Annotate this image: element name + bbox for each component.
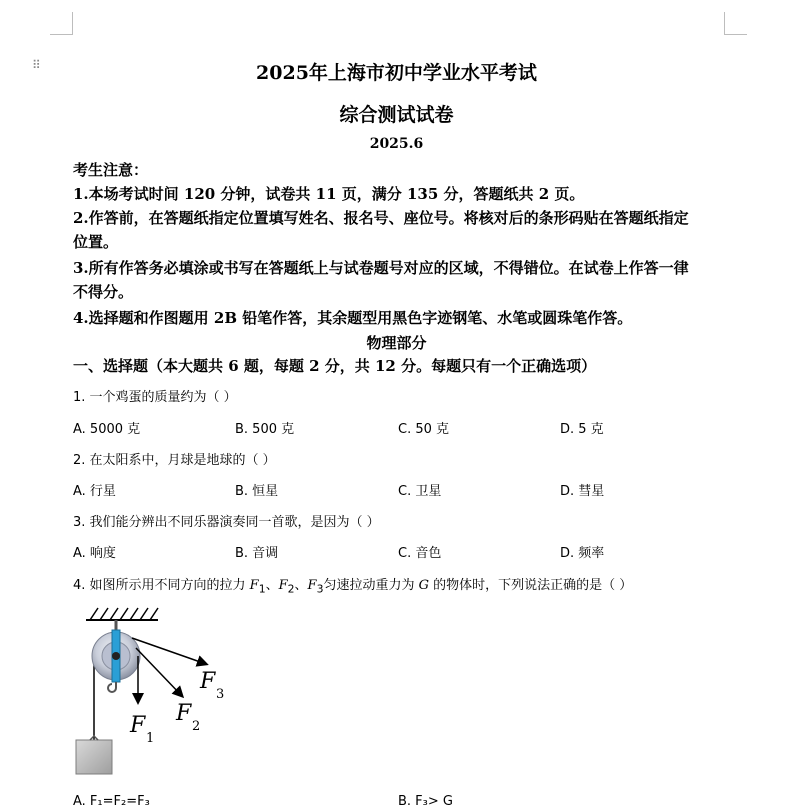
question-4-option-a[interactable]: A. F₁=F₂=F₃ bbox=[73, 794, 150, 809]
question-3-option-b[interactable]: B. 音调 bbox=[235, 546, 279, 561]
question-1-option-b[interactable]: B. 500 克 bbox=[235, 422, 295, 437]
question-2-option-a[interactable]: A. 行星 bbox=[73, 484, 116, 499]
notice-item-2-line-2: 位置。 bbox=[73, 233, 119, 251]
question-2-stem: 2. 在太阳系中，月球是地球的（ ） bbox=[73, 453, 276, 468]
label-f2-sub: 2 bbox=[192, 719, 201, 734]
q4-f1-sub: 1 bbox=[258, 582, 266, 596]
q4-sep-1: 、 bbox=[265, 578, 279, 593]
force-f2-arrow bbox=[136, 648, 182, 696]
label-f2: F bbox=[176, 701, 192, 726]
q4-f3: F bbox=[307, 578, 317, 593]
crop-mark-top-right bbox=[724, 12, 747, 35]
exam-title: 2025年上海市初中学业水平考试 bbox=[256, 62, 537, 84]
label-f3: F bbox=[200, 669, 216, 694]
notice-heading: 考生注意： bbox=[73, 161, 149, 179]
section-1-title: 一、选择题（本大题共 6 题，每题 2 分，共 12 分。每题只有一个正确选项） bbox=[73, 357, 597, 375]
label-f1: F bbox=[130, 713, 146, 738]
question-2-option-b[interactable]: B. 恒星 bbox=[235, 484, 279, 499]
q4-f3-sub: 3 bbox=[316, 582, 324, 596]
label-f1-sub: 1 bbox=[146, 731, 155, 746]
force-f3-arrow bbox=[132, 638, 206, 664]
question-3-option-a[interactable]: A. 响度 bbox=[73, 546, 116, 561]
notice-item-4: 4.选择题和作图题用 2B 铅笔作答，其余题型用黑色字迹钢笔、水笔或圆珠笔作答。 bbox=[73, 309, 633, 327]
q4-g: G bbox=[418, 578, 429, 593]
question-3-stem: 3. 我们能分辨出不同乐器演奏同一首歌，是因为（ ） bbox=[73, 515, 380, 530]
question-2-option-d[interactable]: D. 彗星 bbox=[560, 484, 605, 499]
notice-item-3-line-1: 3.所有作答务必填涂或书写在答题纸上与试卷题号对应的区域，不得错位。在试卷上作答一律 bbox=[73, 259, 689, 277]
question-4-option-b[interactable]: B. F₃> G bbox=[398, 794, 453, 809]
question-1-option-c[interactable]: C. 50 克 bbox=[398, 422, 450, 437]
ceiling-hatch bbox=[86, 608, 158, 620]
question-1-stem: 1. 一个鸡蛋的质量约为（ ） bbox=[73, 390, 237, 405]
weight-block bbox=[76, 740, 112, 774]
q4-text-1: 4. 如图所示用不同方向的拉力 bbox=[73, 578, 250, 593]
notice-item-2-line-1: 2.作答前，在答题纸指定位置填写姓名、报名号、座位号。将核对后的条形码贴在答题纸指定 bbox=[73, 209, 689, 227]
exam-subtitle: 综合测试试卷 bbox=[339, 104, 454, 126]
bottom-hook bbox=[108, 682, 116, 692]
drag-handle-icon[interactable]: ⠿ bbox=[32, 58, 41, 72]
question-4-stem bbox=[73, 574, 632, 596]
question-1-option-a[interactable]: A. 5000 克 bbox=[73, 422, 141, 437]
label-f3-sub: 3 bbox=[216, 687, 225, 702]
q4-text-3: 的物体时，下列说法正确的是（ ） bbox=[429, 578, 633, 593]
q4-sep-2: 、 bbox=[294, 578, 308, 593]
q4-f2-sub: 2 bbox=[287, 582, 295, 596]
q4-f2: F bbox=[278, 578, 288, 593]
q4-f1: F bbox=[249, 578, 259, 593]
exam-date: 2025.6 bbox=[369, 136, 424, 152]
question-3-option-d[interactable]: D. 频率 bbox=[560, 546, 605, 561]
pulley-figure bbox=[72, 600, 242, 780]
notice-item-3-line-2: 不得分。 bbox=[73, 283, 134, 301]
notice-item-1: 1.本场考试时间 120 分钟，试卷共 11 页，满分 135 分，答题纸共 2 页。 bbox=[73, 185, 585, 203]
part-title: 物理部分 bbox=[366, 334, 427, 352]
question-3-option-c[interactable]: C. 音色 bbox=[398, 546, 442, 561]
q4-text-2: 匀速拉动重力为 bbox=[323, 578, 419, 593]
question-2-option-c[interactable]: C. 卫星 bbox=[398, 484, 442, 499]
question-1-option-d[interactable]: D. 5 克 bbox=[560, 422, 604, 437]
crop-mark-top-left bbox=[50, 12, 73, 35]
